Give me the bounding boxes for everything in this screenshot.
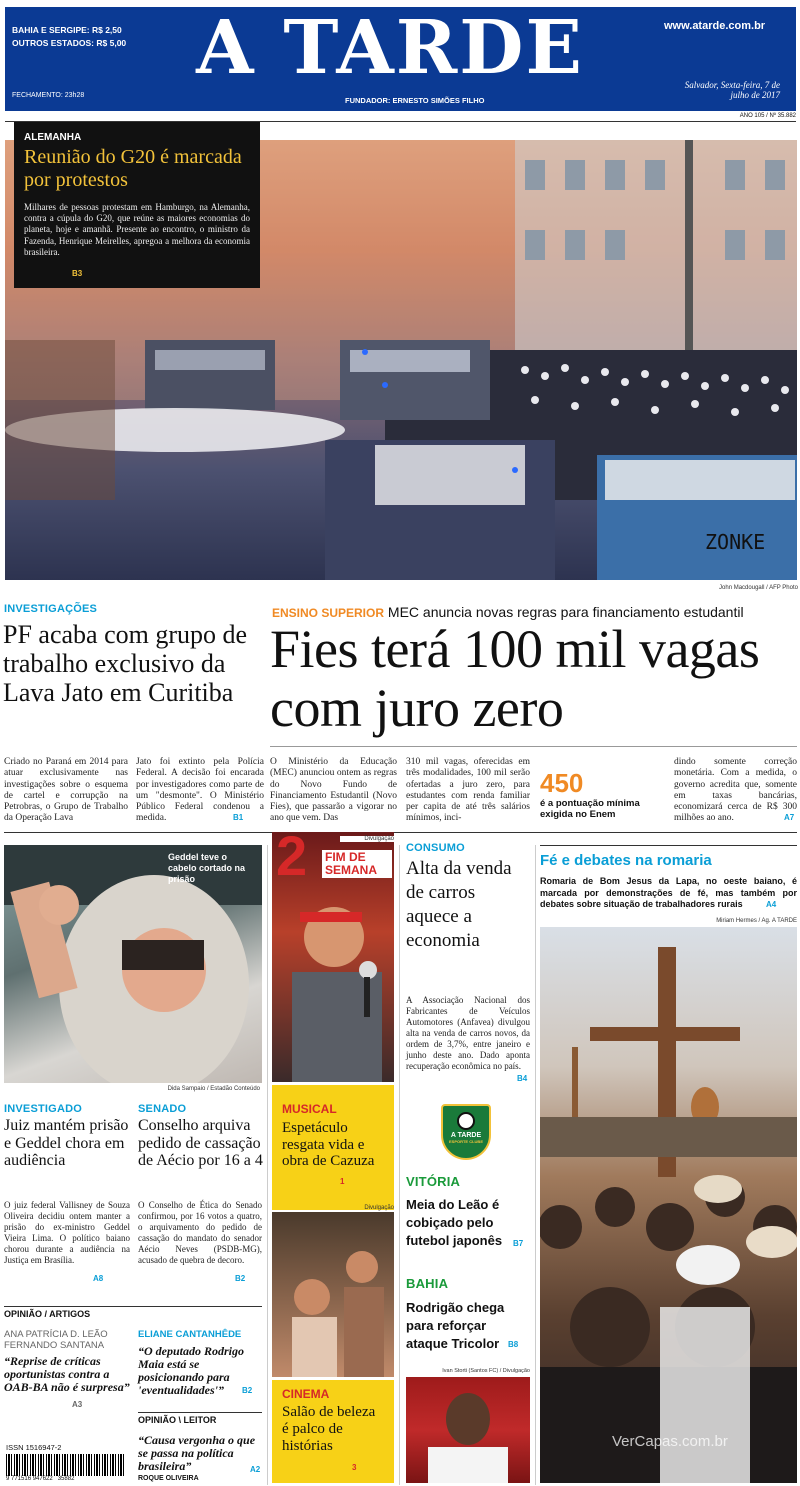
- bahia-kicker: BAHIA: [406, 1276, 449, 1291]
- vitoria-ref: B7: [513, 1239, 524, 1248]
- vitoria-headline[interactable]: Meia do Leão é cobiçado pelo futebol japonês: [406, 1197, 503, 1248]
- barcode: [6, 1454, 124, 1476]
- rodrigao-photo-credit: Ivan Storti (Santos FC) / Divulgação: [442, 1368, 530, 1374]
- site-url[interactable]: www.atarde.com.br: [664, 20, 766, 32]
- g20-kicker: ALEMANHA: [24, 132, 82, 143]
- reader-quote[interactable]: “Causa vergonha o que se passa na política brasileira”: [138, 1433, 256, 1473]
- g20-ref: B3: [72, 269, 83, 278]
- van-graffiti: ZONKE: [705, 530, 766, 554]
- vercapas-watermark: VerCapas.com.br: [612, 1433, 728, 1450]
- romaria-photo-credit: Miriam Hermes / Ag. A TARDE: [716, 918, 797, 924]
- weekend-photo: [272, 832, 394, 1082]
- edition-date: Salvador, Sexta-feira, 7 de julho de 2017: [684, 80, 780, 100]
- musical-box: [272, 1085, 394, 1210]
- bahia-ref: B8: [508, 1340, 519, 1349]
- fies-text-col2: 310 mil vagas, oferecidas em três modalidades, 100 mil serão ofertadas a juro zero, para estudantes com renda familiar per capita de até três salários mínimos, inci-: [406, 757, 530, 824]
- opinion-quote-1[interactable]: “Reprise de críticas oportunistas contra a OAB-BA não é surpresa”: [4, 1354, 130, 1394]
- cinema-headline[interactable]: Salão de beleza é palco de histórias: [282, 1404, 376, 1454]
- musical-headline[interactable]: Espetáculo resgata vida e obra de Cazuza: [282, 1120, 375, 1169]
- closing-time: FECHAMENTO: 23h28: [12, 92, 85, 99]
- geddel-photo-credit: Dida Sampaio / Estadão Conteúdo: [167, 1086, 260, 1092]
- opinion-ref-1: A3: [72, 1400, 83, 1409]
- opinion-ref-2: B2: [242, 1386, 253, 1395]
- g20-box: [14, 122, 260, 288]
- g20-photo-credit: John Macdougall / AFP Photo: [719, 585, 798, 591]
- barcode-number: 9 771516 947622 35882: [6, 1476, 75, 1482]
- lava-jato-text-col2: Jato foi extinto pela Polícia Federal. A decisão foi encarada por investigadores como parte de um "desmonte". O Ministério Público Federal condenou a medida.: [136, 757, 264, 824]
- fies-rule: [270, 746, 797, 747]
- price-bahia: BAHIA E SERGIPE: R$ 2,50: [12, 25, 122, 35]
- geddel-ref: A8: [93, 1274, 104, 1283]
- fies-stat-label: é a pontuação mínima exigida no Enem: [540, 798, 640, 820]
- lava-jato-ref: B1: [233, 813, 244, 822]
- price-list: [12, 24, 126, 50]
- issn: ISSN 1516947-2: [6, 1443, 62, 1452]
- cinema-figures: [272, 1212, 394, 1377]
- vitoria-kicker: VITÓRIA: [406, 1174, 461, 1189]
- consumo-text: A Associação Nacional dos Fabricantes de Veículos Automotores (Anfavea) divulgou alta na venda de carros novos, da ordem de 3,7%, entre janeiro e junho deste ano. Dado aponta recuperação econômica no país.: [406, 995, 530, 1071]
- senado-kicker: SENADO: [138, 1103, 187, 1115]
- consumo-kicker: CONSUMO: [406, 842, 465, 854]
- cinema-box: [272, 1380, 394, 1483]
- column-divider-3: [535, 845, 536, 1485]
- opinion-quote-2[interactable]: “O deputado Rodrigo Maia está se posicionando para 'eventualidades'”: [138, 1344, 245, 1397]
- price-others: OUTROS ESTADOS: R$ 5,00: [12, 38, 127, 48]
- romaria-text: Romaria de Bom Jesus da Lapa, no oeste baiano, é marcada por demonstrações de fé, mas também por debates sobre situação de trabalhadores rurais: [540, 876, 797, 909]
- column-divider-2: [399, 845, 400, 1485]
- section-rule: [4, 832, 797, 833]
- geddel-photo: [4, 845, 262, 1083]
- fies-headline[interactable]: Fies terá 100 mil vagas com juro zero: [270, 619, 760, 738]
- romaria-headline[interactable]: Fé e debates na romaria: [540, 852, 712, 869]
- consumo-headline[interactable]: Alta da venda de carros aquece a economia: [406, 858, 512, 951]
- cross-and-crowd: [540, 927, 797, 1483]
- geddel-text: O juiz federal Vallisney de Souza Oliveira decidiu ontem manter a prisão do ex-ministro Geddel Vieira Lima. O político baiano chorou durante a audiência na Justiça em Brasília.: [4, 1200, 130, 1265]
- romaria-photo: [540, 927, 797, 1483]
- musical-ref: 1: [340, 1177, 345, 1186]
- g20-text: Milhares de pessoas protestam em Hamburgo, na Alemanha, contra a cúpula do G20, que reúne as maiores economias do planeta, hoje e amanhã. Presente ao encontro, o ministro da Fazenda, Henrique Meirelles, apregoa a melhora da economia brasileira.: [24, 202, 250, 257]
- opinion-label: OPINIÃO / ARTIGOS: [4, 1309, 91, 1319]
- column-divider-1: [267, 845, 268, 1485]
- fies-text-col3: dindo somente correção monetária. Com a medida, o governo acredita que, somente em taxas bancárias, economizará cerca de R$ 300 milhões ao ano.: [674, 757, 797, 824]
- lava-jato-headline[interactable]: PF acaba com grupo de trabalho exclusivo da Lava Jato em Curitiba: [3, 620, 248, 707]
- geddel-headline[interactable]: Juiz mantém prisão e Geddel chora em audiência: [4, 1117, 129, 1169]
- fies-text-col1: O Ministério da Educação (MEC) anunciou ontem as regras do Novo Fundo de Financiamento Estudantil (Novo Fies), que passarão a vigorar no ano que vem. Das: [270, 757, 397, 824]
- lava-jato-kicker: INVESTIGAÇÕES: [4, 603, 98, 615]
- g20-headline[interactable]: Reunião do G20 é marcada por protestos: [24, 146, 242, 191]
- romaria-rule: [540, 845, 797, 846]
- opinion-rule: [4, 1306, 262, 1307]
- esporte-clube-badge: [441, 1104, 491, 1160]
- reader-ref: A2: [250, 1465, 261, 1474]
- badge-subtitle: ESPORTE CLUBE: [448, 1139, 483, 1144]
- fies-kicker: ENSINO SUPERIOR: [272, 606, 385, 620]
- senado-headline[interactable]: Conselho arquiva pedido de cassação de Aécio por 16 a 4: [138, 1117, 263, 1169]
- lava-jato-text-col1: Criado no Paraná em 2014 para atuar exclusivamente nas investigações sobre o esquema de cartel e corrupção na Petrobras, o Grupo de Trabalho da Operação Lava: [4, 757, 128, 824]
- player-figure: [406, 1377, 530, 1483]
- fies-deck: MEC anuncia novas regras para financiamento estudantil: [387, 604, 744, 620]
- weekend-label: FIM DE SEMANA: [322, 850, 392, 878]
- soccer-ball-icon: [457, 1112, 475, 1130]
- weekend-number: 2: [276, 832, 308, 887]
- badge-title: A TARDE: [450, 1132, 482, 1139]
- musical-kicker: MUSICAL: [282, 1102, 337, 1116]
- cinema-photo: [272, 1212, 394, 1377]
- rodrigao-photo: [406, 1377, 530, 1483]
- fies-stat: 450: [540, 768, 584, 798]
- reader-label: OPINIÃO \ LEITOR: [138, 1415, 217, 1425]
- geddel-kicker: INVESTIGADO: [4, 1103, 82, 1115]
- cinema-kicker: CINEMA: [282, 1387, 330, 1401]
- opinion-author-1: ANA PATRÍCIA D. LEÃO FERNANDO SANTANA: [4, 1329, 108, 1351]
- cinema-ref: 3: [352, 1463, 357, 1472]
- consumo-ref: B4: [517, 1074, 528, 1083]
- senado-ref: B2: [235, 1274, 246, 1283]
- senado-text: O Conselho de Ética do Senado confirmou, por 16 votos a quatro, o arquivamento do pedido de cassação do mandato do senador Aécio Neves (PSDB-MG), acusado de quebra de decoro.: [138, 1200, 262, 1265]
- newspaper-title: A TARDE: [196, 5, 584, 91]
- edition-number: ANO 105 / Nº 35.882: [739, 113, 796, 119]
- weekend-photo-credit: Divulgação: [340, 836, 394, 842]
- reader-rule: [138, 1412, 262, 1413]
- reader-name: ROQUE OLIVEIRA: [138, 1475, 199, 1482]
- romaria-ref: A4: [766, 900, 777, 909]
- bahia-headline[interactable]: Rodrigão chega para reforçar ataque Tricolor: [406, 1300, 505, 1351]
- fies-deck-line: [272, 604, 798, 620]
- founder: FUNDADOR: ERNESTO SIMÕES FILHO: [345, 96, 485, 105]
- cinema-photo-credit: Divulgação: [364, 1205, 394, 1211]
- opinion-author-2: ELIANE CANTANHÊDE: [138, 1329, 242, 1340]
- fies-ref: A7: [784, 813, 795, 822]
- geddel-caption: Geddel teve o cabelo cortado na prisão: [168, 852, 246, 884]
